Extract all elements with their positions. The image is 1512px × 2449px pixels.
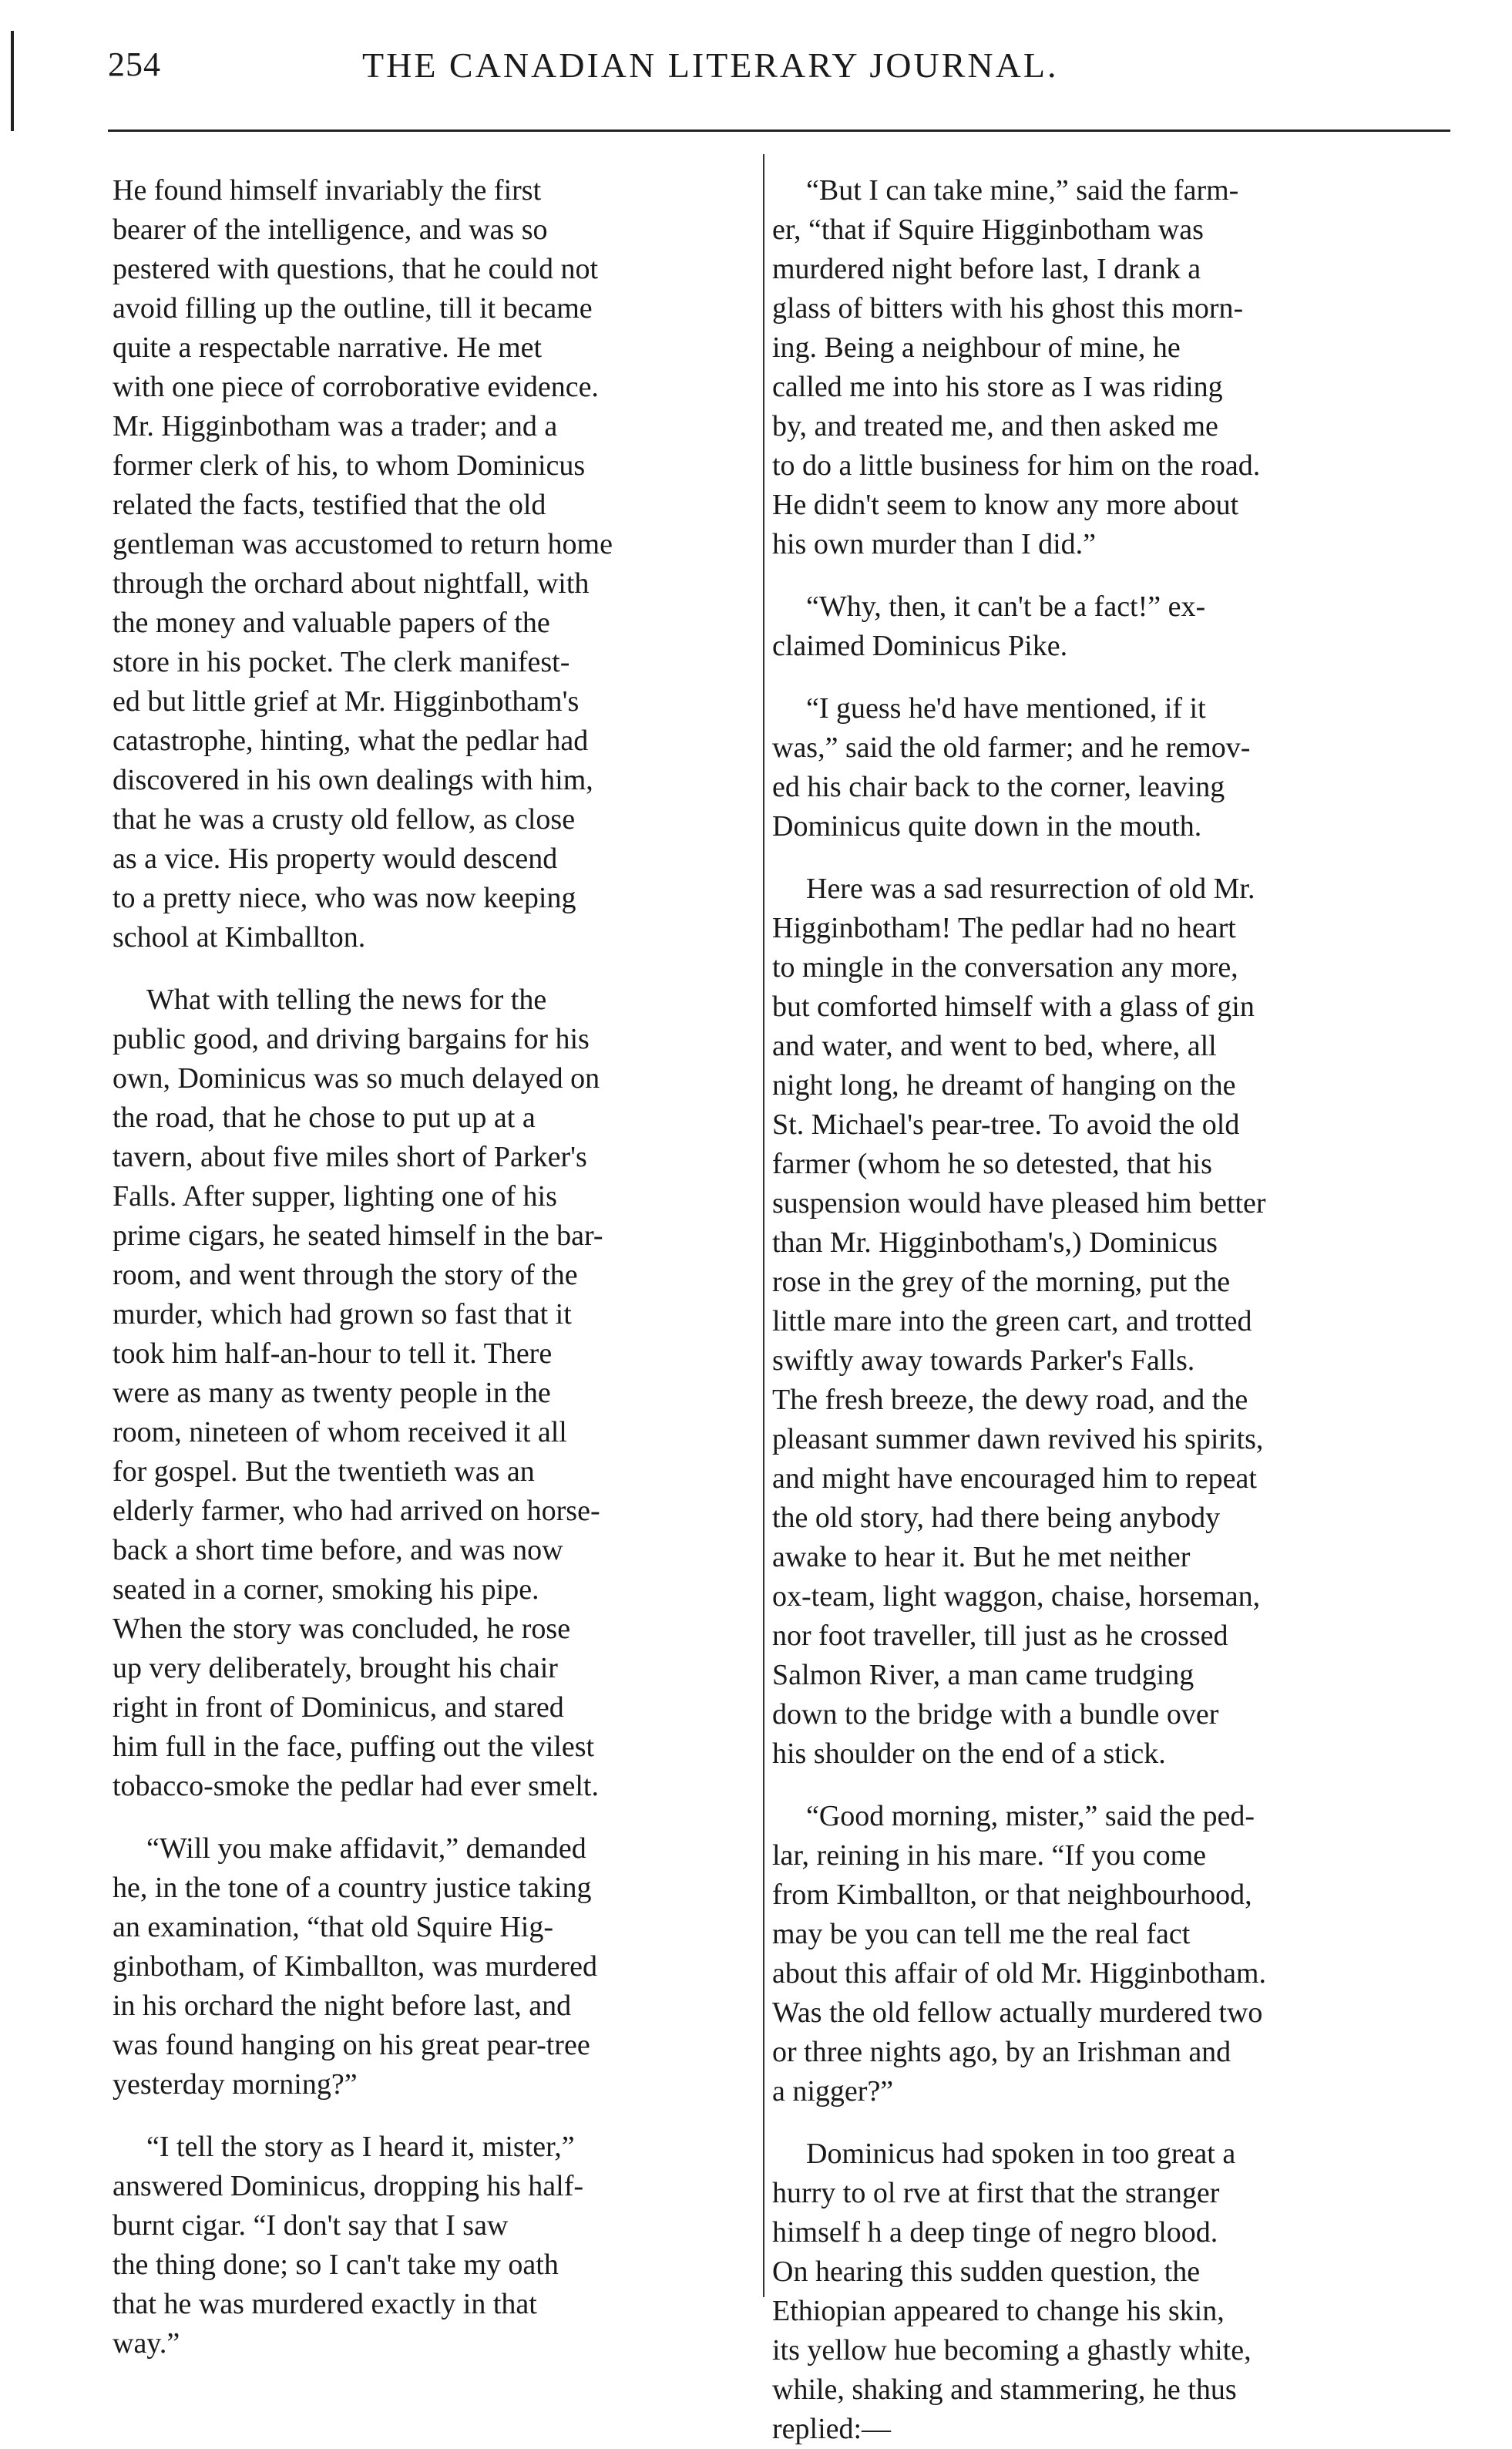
text-line: answered Dominicus, dropping his half- bbox=[113, 2170, 584, 2202]
text-line: glass of bitters with his ghost this morn- bbox=[772, 292, 1244, 325]
text-line: himself h a deep tinge of negro blood. bbox=[772, 2216, 1218, 2249]
text-line: rose in the grey of the morning, put the bbox=[772, 1266, 1231, 1298]
paragraph-gap bbox=[772, 2111, 1440, 2134]
text-line: suspension would have pleased him better bbox=[772, 1187, 1266, 1219]
text-line: Higginbotham! The pedlar had no heart bbox=[772, 912, 1236, 944]
text-line: its yellow hue becoming a ghastly white, bbox=[772, 2334, 1252, 2367]
text-line: murdered night before last, I drank a bbox=[772, 253, 1201, 285]
text-line: an examination, “that old Squire Hig- bbox=[113, 1911, 553, 1943]
text-line: than Mr. Higginbotham's,) Dominicus bbox=[772, 1226, 1218, 1259]
text-line: ginbotham, of Kimballton, was murdered bbox=[113, 1950, 597, 1983]
paragraph bbox=[772, 171, 1440, 564]
text-line: “But I can take mine,” said the farm- bbox=[806, 174, 1239, 207]
text-line: that he was murdered exactly in that bbox=[113, 2288, 537, 2320]
text-line: quite a respectable narrative. He met bbox=[113, 331, 543, 364]
text-line: swiftly away towards Parker's Falls. bbox=[772, 1344, 1195, 1377]
text-line: to a pretty niece, who was now keeping bbox=[113, 882, 576, 914]
text-line: own, Dominicus was so much delayed on bbox=[113, 1062, 600, 1095]
text-line: pestered with questions, that he could not bbox=[113, 253, 599, 285]
text-line: he, in the tone of a country justice taking bbox=[113, 1872, 592, 1904]
text-line: that he was a crusty old fellow, as close bbox=[113, 803, 576, 836]
text-line: awake to hear it. But he met neither bbox=[772, 1541, 1191, 1573]
text-line: ox-team, light waggon, chaise, horseman, bbox=[772, 1580, 1261, 1613]
paragraph bbox=[113, 2128, 768, 2363]
right-column bbox=[772, 171, 1440, 2449]
text-line: related the facts, testified that the old bbox=[113, 489, 546, 521]
text-line: his shoulder on the end of a stick. bbox=[772, 1738, 1166, 1770]
text-line: seated in a corner, smoking his pipe. bbox=[113, 1573, 539, 1606]
page-number: 254 bbox=[108, 45, 161, 83]
text-line: ed his chair back to the corner, leaving bbox=[772, 771, 1225, 803]
text-line: called me into his store as I was riding bbox=[772, 371, 1223, 403]
text-line: er, “that if Squire Higginbotham was bbox=[772, 214, 1204, 246]
text-line: to mingle in the conversation any more, bbox=[772, 951, 1238, 984]
paragraph-gap bbox=[772, 666, 1440, 689]
text-line: He didn't seem to know any more about bbox=[772, 489, 1239, 521]
text-line: pleasant summer dawn revived his spirits, bbox=[772, 1423, 1264, 1455]
paragraph-gap bbox=[113, 1806, 768, 1829]
text-line: “I tell the story as I heard it, mister,” bbox=[146, 2131, 575, 2163]
paragraph bbox=[113, 1829, 768, 2104]
page-header bbox=[108, 45, 1449, 99]
text-line: nor foot traveller, till just as he crossed bbox=[772, 1620, 1228, 1652]
text-line: former clerk of his, to whom Dominicus bbox=[113, 449, 586, 482]
text-line: way.” bbox=[113, 2327, 180, 2360]
paragraph bbox=[772, 587, 1440, 666]
text-line: as a vice. His property would descend bbox=[113, 843, 558, 875]
text-line: night long, he dreamt of hanging on the bbox=[772, 1069, 1236, 1102]
text-line: school at Kimballton. bbox=[113, 921, 366, 954]
text-line: about this affair of old Mr. Higginbotham. bbox=[772, 1957, 1266, 1990]
text-line: to do a little business for him on the road. bbox=[772, 449, 1261, 482]
text-line: Dominicus had spoken in too great a bbox=[806, 2138, 1236, 2170]
text-line: took him half-an-hour to tell it. There bbox=[113, 1337, 553, 1370]
text-line: for gospel. But the twentieth was an bbox=[113, 1455, 535, 1488]
paragraph bbox=[772, 1797, 1440, 2111]
paragraph-gap bbox=[772, 564, 1440, 587]
text-line: or three nights ago, by an Irishman and bbox=[772, 2036, 1231, 2068]
text-line: a nigger?” bbox=[772, 2075, 894, 2108]
text-line: hurry to ol rve at first that the stranger bbox=[772, 2177, 1220, 2209]
text-line: was,” said the old farmer; and he remov- bbox=[772, 732, 1251, 764]
text-line: replied:— bbox=[772, 2413, 892, 2445]
text-line: tobacco-smoke the pedlar had ever smelt. bbox=[113, 1770, 599, 1802]
text-line: On hearing this sudden question, the bbox=[772, 2256, 1201, 2288]
text-line: He found himself invariably the first bbox=[113, 174, 542, 207]
text-line: the money and valuable papers of the bbox=[113, 607, 550, 639]
text-line: and water, and went to bed, where, all bbox=[772, 1030, 1217, 1062]
running-title: THE CANADIAN LITERARY JOURNAL. bbox=[362, 45, 1059, 85]
paragraph-gap bbox=[772, 1774, 1440, 1797]
header-rule bbox=[108, 130, 1450, 132]
text-line: “Good morning, mister,” said the ped- bbox=[806, 1800, 1255, 1832]
text-line: him full in the face, puffing out the vilest bbox=[113, 1731, 595, 1763]
text-line: ing. Being a neighbour of mine, he bbox=[772, 331, 1181, 364]
text-line: avoid filling up the outline, till it became bbox=[113, 292, 593, 325]
text-line: prime cigars, he seated himself in the bar- bbox=[113, 1219, 603, 1252]
text-line: gentleman was accustomed to return home bbox=[113, 528, 613, 560]
text-line: public good, and driving bargains for his bbox=[113, 1023, 590, 1055]
text-line: little mare into the green cart, and trotted bbox=[772, 1305, 1252, 1337]
text-line: discovered in his own dealings with him, bbox=[113, 764, 593, 796]
text-line: What with telling the news for the bbox=[146, 984, 547, 1016]
text-line: his own murder than I did.” bbox=[772, 528, 1097, 560]
text-line: Salmon River, a man came trudging bbox=[772, 1659, 1194, 1691]
paragraph bbox=[772, 2134, 1440, 2449]
text-line: with one piece of corroborative evidence. bbox=[113, 371, 599, 403]
text-line: elderly farmer, who had arrived on horse- bbox=[113, 1495, 600, 1527]
text-line: catastrophe, hinting, what the pedlar had bbox=[113, 725, 589, 757]
text-line: claimed Dominicus Pike. bbox=[772, 630, 1068, 662]
text-line: the road, that he chose to put up at a bbox=[113, 1102, 536, 1134]
text-line: Here was a sad resurrection of old Mr. bbox=[806, 873, 1255, 905]
text-line: yesterday morning?” bbox=[113, 2068, 358, 2101]
text-line: down to the bridge with a bundle over bbox=[772, 1698, 1219, 1731]
text-line: murder, which had grown so fast that it bbox=[113, 1298, 572, 1330]
text-line: “I guess he'd have mentioned, if it bbox=[806, 692, 1206, 725]
paragraph-gap bbox=[113, 957, 768, 981]
text-line: St. Michael's pear-tree. To avoid the old bbox=[772, 1108, 1240, 1141]
text-line: may be you can tell me the real fact bbox=[772, 1918, 1191, 1950]
text-line: in his orchard the night before last, and bbox=[113, 1990, 572, 2022]
text-line: lar, reining in his mare. “If you come bbox=[772, 1839, 1207, 1872]
text-line: while, shaking and stammering, he thus bbox=[772, 2373, 1237, 2406]
text-line: Mr. Higginbotham was a trader; and a bbox=[113, 410, 558, 442]
text-line: and might have encouraged him to repeat bbox=[772, 1462, 1257, 1495]
paragraph bbox=[772, 689, 1440, 846]
paragraph-gap bbox=[772, 846, 1440, 870]
text-line: burnt cigar. “I don't say that I saw bbox=[113, 2209, 509, 2242]
text-line: tavern, about five miles short of Parker's bbox=[113, 1141, 587, 1173]
text-line: from Kimballton, or that neighbourhood, bbox=[772, 1879, 1252, 1911]
text-line: Ethiopian appeared to change his skin, bbox=[772, 2295, 1225, 2327]
paragraph bbox=[113, 981, 768, 1806]
paragraph-gap bbox=[113, 2104, 768, 2128]
text-line: were as many as twenty people in the bbox=[113, 1377, 551, 1409]
page-edge-rule bbox=[11, 31, 14, 131]
column-divider bbox=[763, 154, 764, 2297]
text-line: When the story was concluded, he rose bbox=[113, 1613, 571, 1645]
text-line: was found hanging on his great pear-tree bbox=[113, 2029, 590, 2061]
text-line: room, nineteen of whom received it all bbox=[113, 1416, 567, 1448]
text-line: room, and went through the story of the bbox=[113, 1259, 578, 1291]
text-line: through the orchard about nightfall, with bbox=[113, 567, 590, 600]
text-line: bearer of the intelligence, and was so bbox=[113, 214, 548, 246]
text-line: “Will you make affidavit,” demanded bbox=[146, 1832, 586, 1865]
text-line: the old story, had there being anybody bbox=[772, 1502, 1221, 1534]
text-line: Dominicus quite down in the mouth. bbox=[772, 810, 1202, 843]
paragraph bbox=[772, 870, 1440, 1774]
text-line: back a short time before, and was now bbox=[113, 1534, 563, 1566]
text-line: right in front of Dominicus, and stared bbox=[113, 1691, 564, 1724]
text-line: by, and treated me, and then asked me bbox=[772, 410, 1218, 442]
text-line: “Why, then, it can't be a fact!” ex- bbox=[806, 590, 1206, 623]
text-line: Falls. After supper, lighting one of his bbox=[113, 1180, 557, 1213]
text-line: Was the old fellow actually murdered two bbox=[772, 1997, 1263, 2029]
left-column bbox=[113, 171, 768, 2363]
paragraph bbox=[113, 171, 768, 957]
text-line: store in his pocket. The clerk manifest- bbox=[113, 646, 570, 678]
text-line: ed but little grief at Mr. Higginbotham's bbox=[113, 685, 580, 718]
text-line: but comforted himself with a glass of gin bbox=[772, 991, 1255, 1023]
text-line: farmer (whom he so detested, that his bbox=[772, 1148, 1212, 1180]
text-line: up very deliberately, brought his chair bbox=[113, 1652, 558, 1684]
text-line: the thing done; so I can't take my oath bbox=[113, 2249, 559, 2281]
text-line: The fresh breeze, the dewy road, and the bbox=[772, 1384, 1248, 1416]
